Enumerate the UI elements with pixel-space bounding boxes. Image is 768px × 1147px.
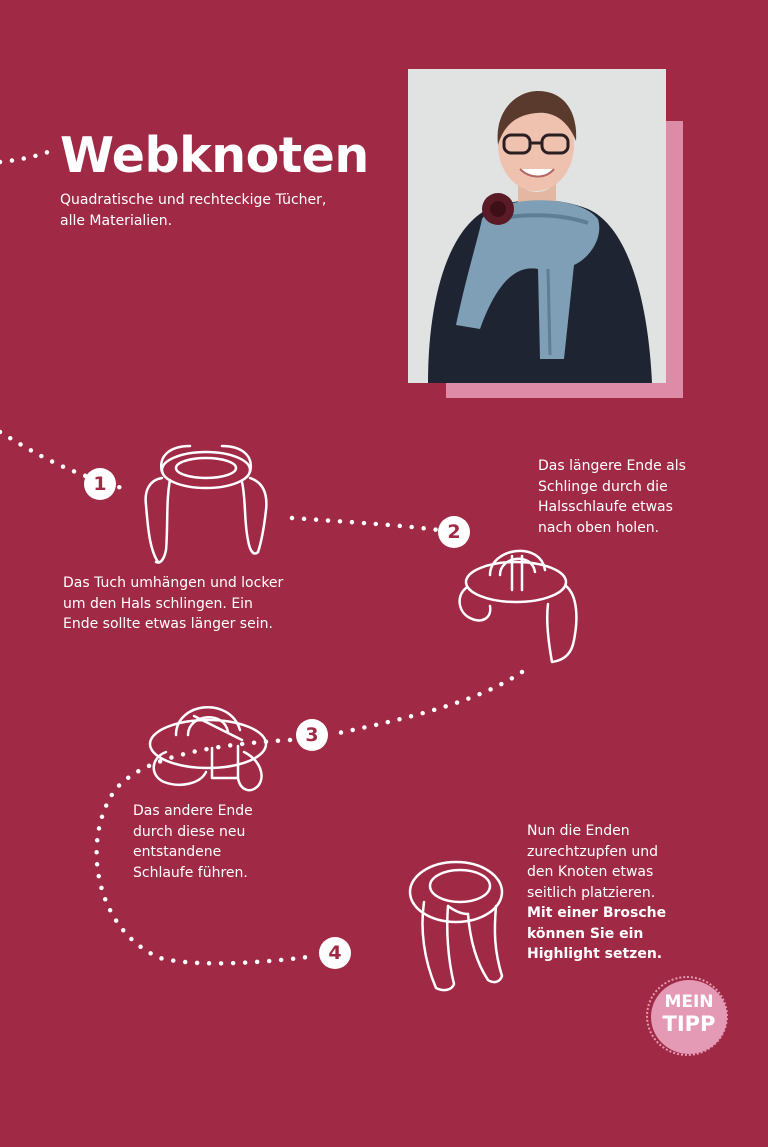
step-4-line: zurechtzupfen und	[527, 843, 658, 860]
step-number-4: 4	[319, 937, 351, 969]
step-number-3: 3	[296, 719, 328, 751]
portrait-photo	[408, 69, 666, 383]
step-2-text	[538, 456, 686, 538]
step-4-line: den Knoten etwas	[527, 864, 654, 880]
step-3-line: Das andere Ende	[133, 803, 253, 819]
step-2-line: Halsschlaufe etwas	[538, 499, 673, 515]
dotted-path-2	[292, 518, 438, 530]
portrait-image	[408, 69, 666, 383]
step-number-1: 1	[84, 468, 116, 500]
step-1-line: um den Hals schlingen. Ein	[63, 595, 253, 612]
tipp-badge-line: MEIN	[664, 992, 714, 1012]
step-4-bold-line: Mit einer Brosche	[527, 905, 667, 921]
step-3-text	[133, 801, 253, 883]
tipp-badge-label	[651, 991, 727, 1035]
step-4-line: seitlich platzieren.	[527, 884, 656, 901]
step-3-line: entstandene	[133, 844, 222, 860]
tipp-badge-line: TIPP	[662, 1012, 716, 1036]
dotted-path-3	[334, 672, 522, 734]
page-title: Webknoten	[60, 126, 369, 184]
step-4-bold-line: Highlight setzen.	[527, 946, 663, 962]
step-3-line: durch diese neu	[133, 823, 246, 840]
step-2-line: Das längere Ende als	[538, 458, 686, 474]
step-4-line: Nun die Enden	[527, 823, 630, 839]
intro-line: Quadratische und rechteckige Tücher,	[60, 192, 327, 208]
mein-tipp-badge	[646, 976, 732, 1058]
intro-text	[60, 190, 360, 232]
step-1-line: Ende sollte etwas länger sein.	[63, 616, 273, 632]
intro-line: alle Materialien.	[60, 213, 173, 229]
step-2-line: nach oben holen.	[538, 519, 660, 536]
step-1-text	[63, 573, 283, 635]
scarf-illustration-1	[146, 446, 267, 563]
step-number-2: 2	[438, 516, 470, 548]
step-3-line: Schlaufe führen.	[133, 864, 248, 881]
step-2-line: Schlinge durch die	[538, 478, 668, 495]
scarf-illustration-4	[410, 862, 502, 990]
step-4-text	[527, 821, 666, 965]
dotted-path-top	[0, 148, 58, 162]
scarf-illustration-2	[460, 551, 577, 662]
step-1-line: Das Tuch umhängen und locker	[63, 575, 284, 591]
step-4-bold-line: können Sie ein	[527, 925, 644, 942]
